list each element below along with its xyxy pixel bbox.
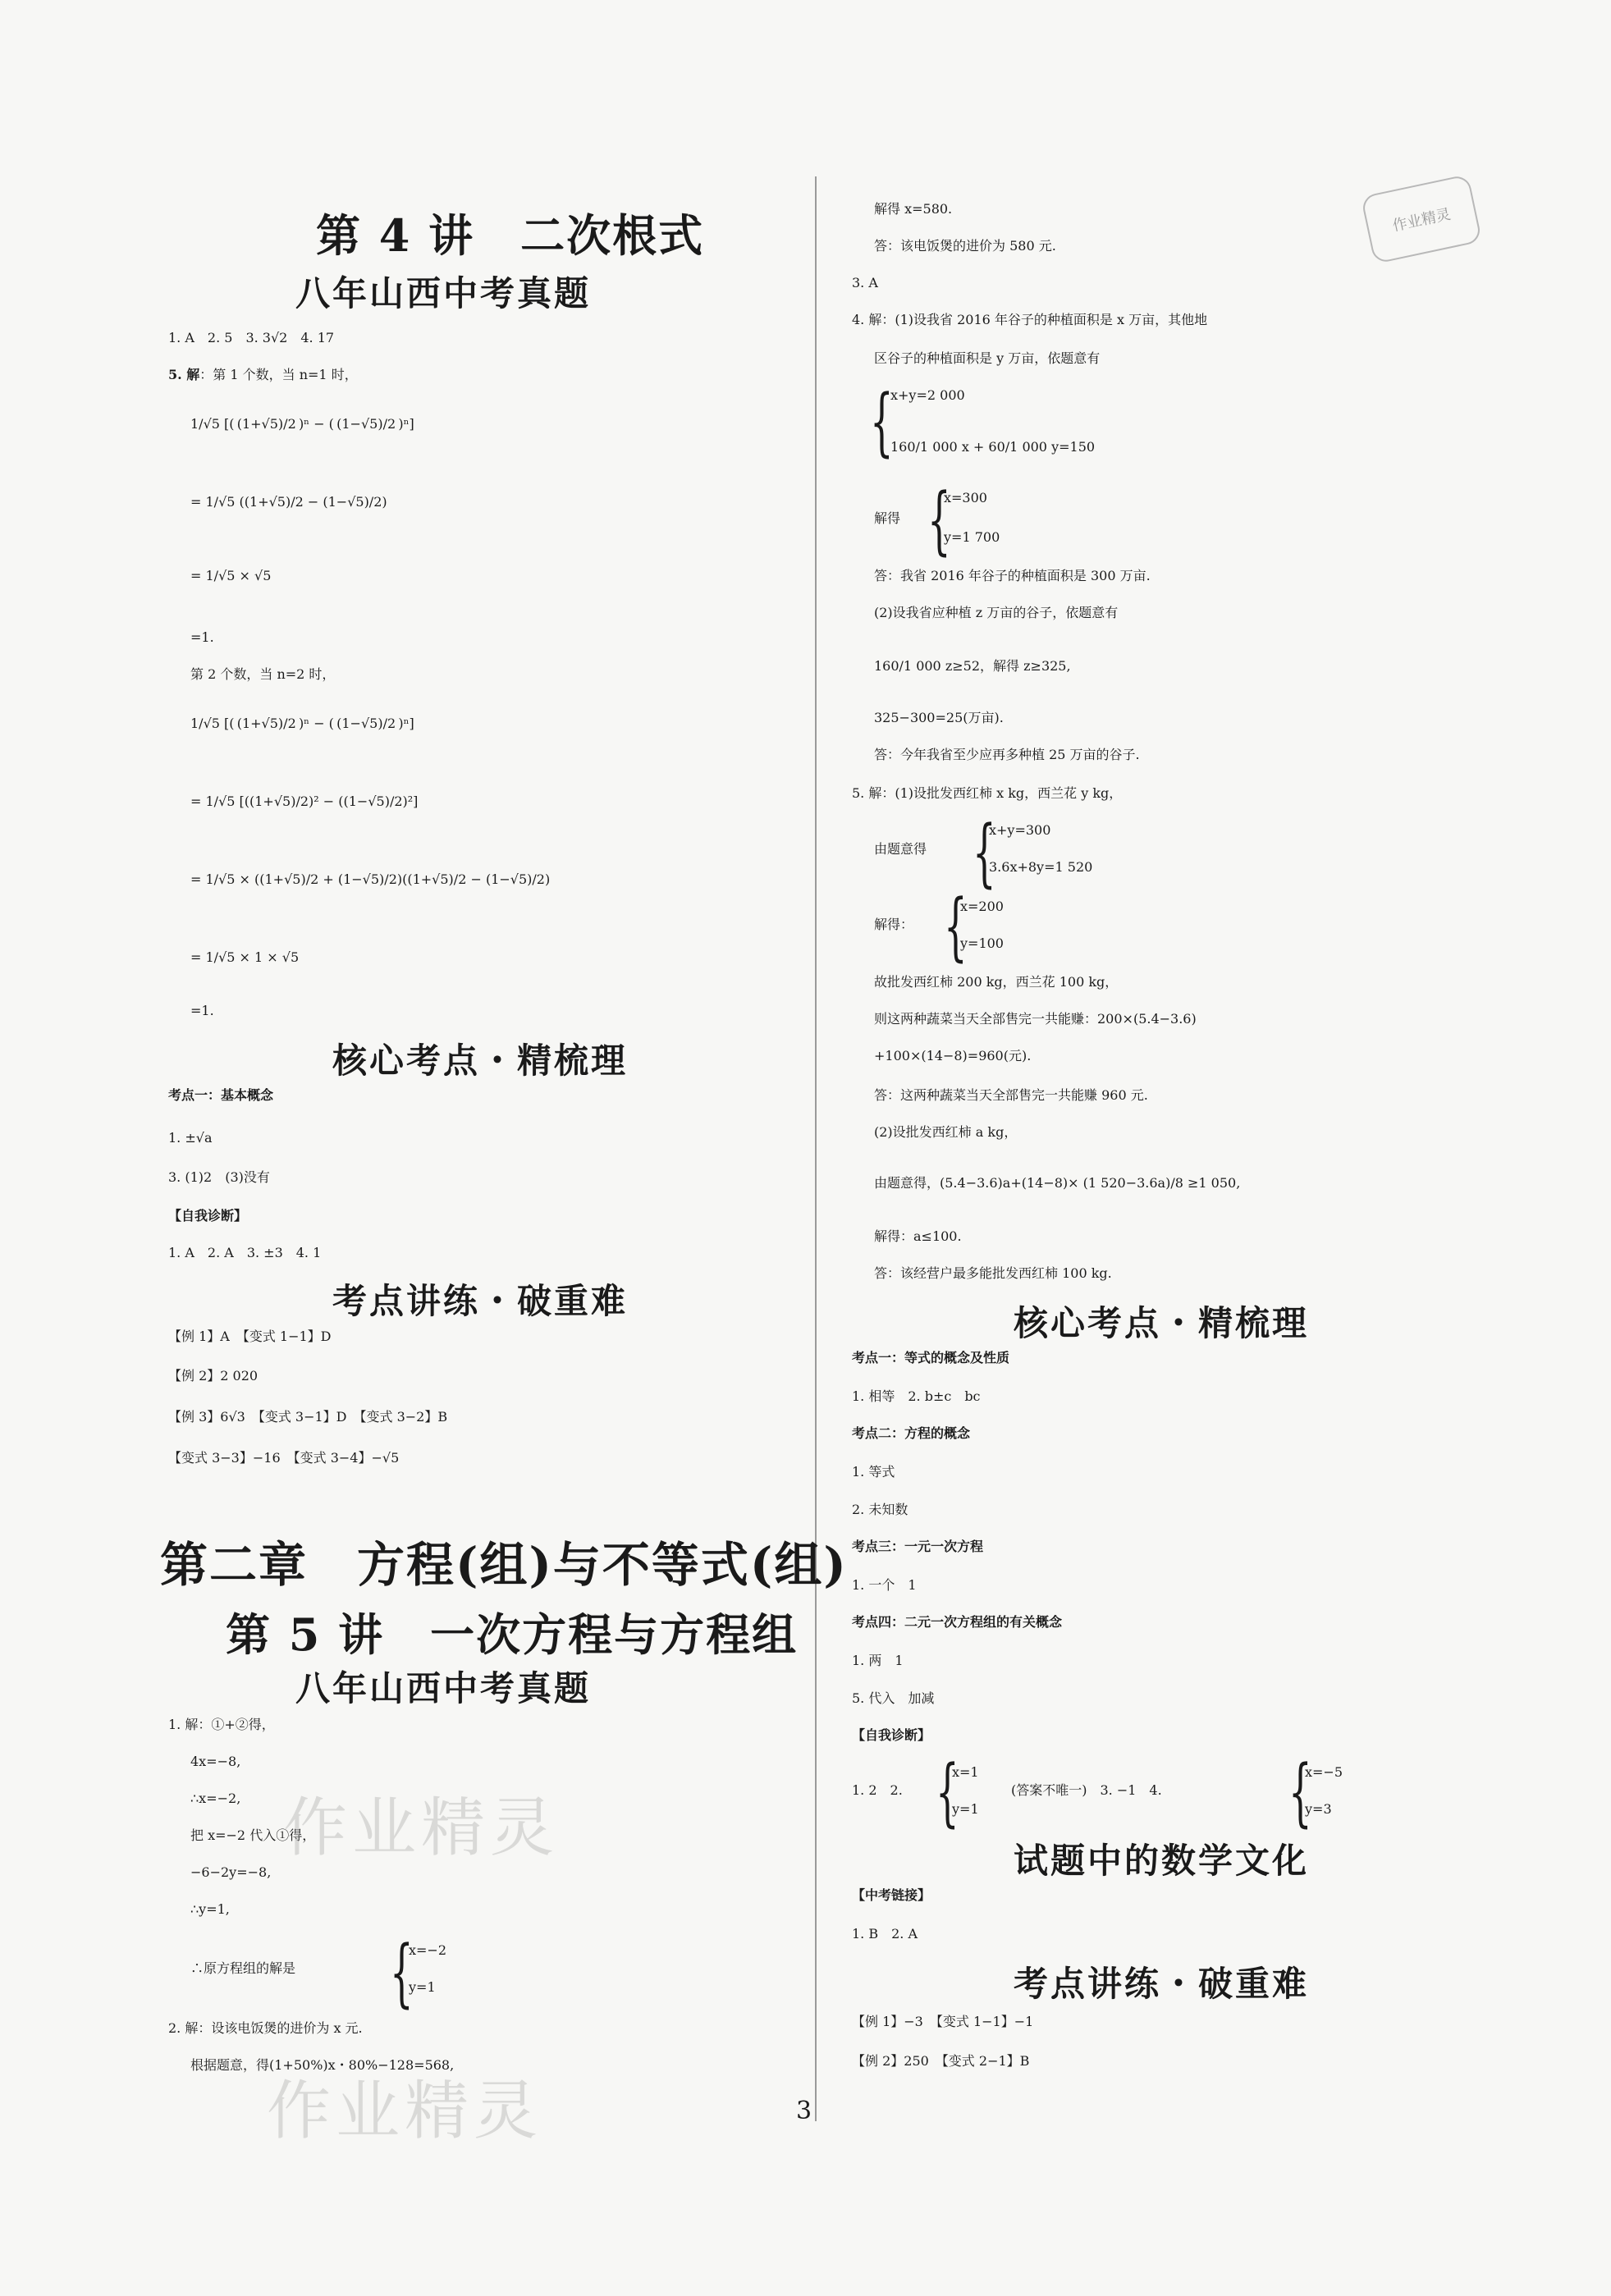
brace-sd2-2: { xyxy=(1288,1749,1312,1836)
example-2: 【例 2】2 020 xyxy=(168,1368,259,1384)
exam-link-ans: 1. B 2. A xyxy=(852,1926,918,1942)
q5-step1-b: = 1/√5 × √5 xyxy=(190,568,272,583)
self-diag-1: 【自我诊断】 xyxy=(168,1208,248,1223)
lecture-4-title: 第 4 讲 二次根式 xyxy=(316,209,705,262)
l5-q1: 1. 解：①+②得， xyxy=(168,1717,275,1732)
brace-sd2-1: { xyxy=(936,1749,959,1836)
q5-step2-c: = 1/√5 × 1 × √5 xyxy=(190,949,300,965)
q5-step2-b: = 1/√5 × ((1+√5)/2 + (1−√5)/2)((1+√5)/2 − (1−√5)/2) xyxy=(190,871,551,887)
r-q5-l8: 答：该经营户最多能批发西红柿 100 kg. xyxy=(874,1265,1112,1281)
brace-sol2: { xyxy=(944,884,968,970)
example-3b: 【变式 3−3】−16 【变式 3−4】−√5 xyxy=(168,1450,400,1466)
section-practice-2: 考点讲练・破重难 xyxy=(1014,1964,1310,2004)
r-sys2-b: 3.6x+8y=1 520 xyxy=(989,859,1093,875)
r-q4: 4. 解：(1)设我省 2016 年谷子的种植面积是 x 万亩，其他地 xyxy=(852,312,1208,327)
q5-expr-1 xyxy=(190,410,414,438)
section-culture: 试题中的数学文化 xyxy=(1014,1841,1310,1881)
example-1: 【例 1】A 【变式 1−1】D xyxy=(168,1329,332,1344)
r-ans4-1: 答：我省 2016 年谷子的种植面积是 300 万亩. xyxy=(874,568,1151,583)
self-diag-1-ans: 1. A 2. A 3. ±3 4. 1 xyxy=(168,1245,322,1260)
sd2-a: 1. 2 2. xyxy=(852,1782,903,1798)
chapter-2-title: 第二章 方程(组)与不等式(组) xyxy=(160,1537,848,1593)
r-line-1: 解得 x=580. xyxy=(874,201,953,217)
kp-b: 考点二：方程的概念 xyxy=(852,1425,971,1441)
r-q3: 3. A xyxy=(852,275,878,290)
section-practice-1: 考点讲练・破重难 xyxy=(332,1281,629,1321)
r-sol1-y: y=1 700 xyxy=(944,529,1000,545)
coef-2: 1/√5 xyxy=(190,716,220,731)
r-sys2-a: x+y=300 xyxy=(989,822,1051,838)
r-q5-l6: 由题意得，(5.4−3.6)a+(14−8)× (1 520−3.6a)/8 ≥1 050, xyxy=(874,1175,1241,1191)
expr-general-1: [( (1+√5)/2 )ⁿ − ( (1−√5)/2 )ⁿ] xyxy=(224,416,414,432)
brace-sol1: { xyxy=(927,478,951,564)
r-line-2: 答：该电饭煲的进价为 580 元. xyxy=(874,238,1056,254)
l5-q2: 2. 解：设该电饭煲的进价为 x 元. xyxy=(168,2020,363,2036)
kp-a-ans: 1. 相等 2. b±c bc xyxy=(852,1388,981,1404)
section-exam-questions-1: 八年山西中考真题 xyxy=(295,273,592,313)
r-sol2-x: x=200 xyxy=(960,899,1004,914)
r-q4-b: 区谷子的种植面积是 y 万亩，依题意有 xyxy=(874,350,1101,366)
q5-label: 5. 解 xyxy=(168,367,200,382)
r-q5-l3: +100×(14−8)=960(元). xyxy=(874,1048,1032,1063)
q5-intro xyxy=(168,361,358,389)
l5-q1-sol-y: y=1 xyxy=(409,1979,436,1995)
r-sys1-a: x+y=2 000 xyxy=(890,387,965,403)
sd2-sys-x: x=1 xyxy=(952,1764,979,1780)
q5-intro-text: ：第 1 个数，当 n=1 时， xyxy=(199,367,358,382)
r-q5-l7: 解得：a≤100. xyxy=(874,1228,962,1244)
r-q5-by: 由题意得 xyxy=(874,841,927,857)
r-solve-label: 解得 xyxy=(874,510,901,526)
column-divider xyxy=(815,176,817,2121)
section-exam-questions-2: 八年山西中考真题 xyxy=(295,1668,592,1708)
sd2-sys2-y: y=3 xyxy=(1305,1801,1332,1817)
page-number: 3 xyxy=(796,2097,812,2125)
kp-a: 考点一：等式的概念及性质 xyxy=(852,1350,1010,1365)
coef: 1/√5 xyxy=(190,416,220,432)
kp1-label: 考点一：基本概念 xyxy=(168,1087,274,1103)
brace-sys1: { xyxy=(870,379,894,465)
kp-c: 考点三：一元一次方程 xyxy=(852,1539,984,1554)
l5-q1-s4: −6−2y=−8, xyxy=(190,1864,272,1880)
l5-q1-s2: ∴x=−2, xyxy=(190,1791,241,1806)
brace-l5-q1: { xyxy=(390,1930,414,2016)
q5-step2-a: = 1/√5 [((1+√5)/2)² − ((1−√5)/2)²] xyxy=(190,794,419,809)
q5-expr-2 xyxy=(190,710,414,738)
q5-step1-a: = 1/√5 ((1+√5)/2 − (1−√5)/2) xyxy=(190,494,387,510)
l5-q2-s1: 根据题意，得(1+50%)x・80%−128=568, xyxy=(190,2057,455,2073)
l5-q1-s1: 4x=−8, xyxy=(190,1754,241,1769)
watermark-1: 作业精灵 xyxy=(283,1791,560,1865)
r-ans4-2: 答：今年我省至少应再多种植 25 万亩的谷子. xyxy=(874,747,1140,762)
kp-d-1: 1. 两 1 xyxy=(852,1653,904,1668)
l5-q1-s6: ∴原方程组的解是 xyxy=(190,1960,296,1976)
kp-b-1: 1. 等式 xyxy=(852,1464,895,1480)
r-example-2: 【例 2】250 【变式 2−1】B xyxy=(852,2053,1030,2069)
l5-q1-s3: 把 x=−2 代入①得， xyxy=(190,1827,316,1843)
watermark-2: 作业精灵 xyxy=(267,2074,543,2148)
kp-b-2: 2. 未知数 xyxy=(852,1502,908,1517)
r-q5: 5. 解：(1)设批发西红柿 x kg，西兰花 y kg， xyxy=(852,785,1123,801)
r-sys1-b: 160/1 000 x + 60/1 000 y=150 xyxy=(890,439,1096,455)
r-q5-l2: 则这两种蔬菜当天全部售完一共能赚：200×(5.4−3.6) xyxy=(874,1011,1197,1027)
example-3: 【例 3】6√3 【变式 3−1】D 【变式 3−2】B xyxy=(168,1409,448,1425)
kp1-ans3: 3. (1)2 (3)没有 xyxy=(168,1169,270,1185)
lecture-5-title: 第 5 讲 一次方程与方程组 xyxy=(226,1608,799,1661)
r-solve2: 解得： xyxy=(874,917,914,932)
exam-link: 【中考链接】 xyxy=(852,1887,931,1903)
expr-general-2: [( (1+√5)/2 )ⁿ − ( (1−√5)/2 )ⁿ] xyxy=(224,716,414,731)
r-q4-2c: 325−300=25(万亩). xyxy=(874,710,1004,725)
sd2-sys2-x: x=−5 xyxy=(1305,1764,1343,1780)
answers-1-4: 1. A 2. 5 3. 3√2 4. 17 xyxy=(168,330,335,345)
kp1-ans1: 1. ±√a xyxy=(168,1130,213,1146)
r-q5-l1: 故批发西红柿 200 kg，西兰花 100 kg， xyxy=(874,974,1119,990)
stamp-logo: 作业精灵 xyxy=(1361,174,1483,264)
sd2-sys-y: y=1 xyxy=(952,1801,979,1817)
q5-step1-c: =1. xyxy=(190,629,214,645)
section-core-1: 核心考点・精梳理 xyxy=(332,1041,629,1081)
r-sol2-y: y=100 xyxy=(960,935,1004,951)
kp-c-1: 1. 一个 1 xyxy=(852,1577,917,1593)
kp-d-5: 5. 代入 加减 xyxy=(852,1690,935,1706)
section-core-2: 核心考点・精梳理 xyxy=(1014,1303,1310,1343)
brace-sys2: { xyxy=(973,810,996,896)
r-q5-l4: 答：这两种蔬菜当天全部售完一共能赚 960 元. xyxy=(874,1087,1148,1103)
kp-d: 考点四：二元一次方程组的有关概念 xyxy=(852,1614,1063,1630)
self-diag-2: 【自我诊断】 xyxy=(852,1727,931,1743)
l5-q1-s5: ∴y=1, xyxy=(190,1901,230,1917)
r-example-1: 【例 1】−3 【变式 1−1】−1 xyxy=(852,2014,1034,2029)
r-q4-2b: 160/1 000 z≥52，解得 z≥325, xyxy=(874,658,1071,674)
q5-step2-d: =1. xyxy=(190,1003,214,1018)
r-sol1-x: x=300 xyxy=(944,490,987,505)
sd2-b: (答案不唯一) 3. −1 4. xyxy=(1011,1782,1162,1798)
q5-second: 第 2 个数，当 n=2 时， xyxy=(190,666,336,682)
l5-q1-sol-x: x=−2 xyxy=(409,1942,447,1958)
r-q4-2: (2)设我省应种植 z 万亩的谷子，依题意有 xyxy=(874,605,1119,620)
r-q5-l5: (2)设批发西红柿 a kg， xyxy=(874,1124,1018,1140)
